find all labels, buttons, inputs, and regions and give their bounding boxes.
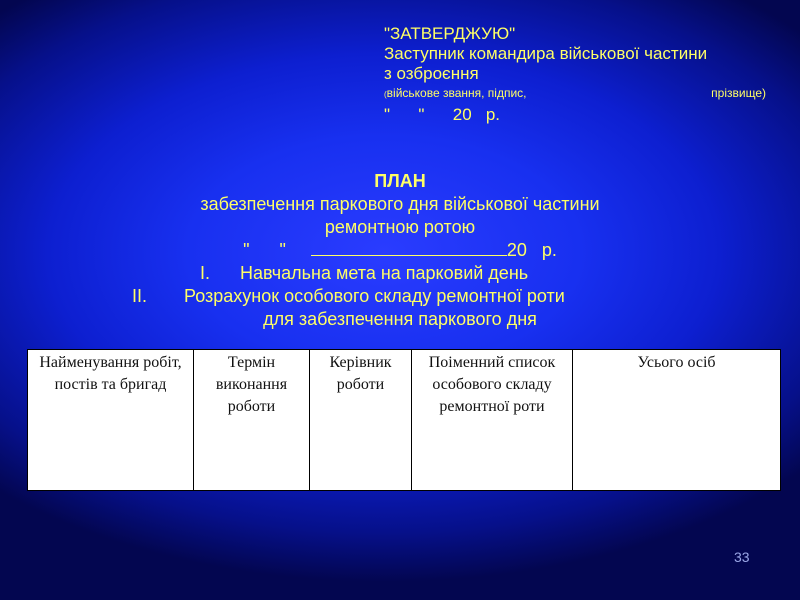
page-number: 33 — [734, 549, 750, 565]
approval-heading: "ЗАТВЕРДЖУЮ" — [384, 24, 516, 43]
header-works-posts-brigades: Найменування робіт, постів та бригад — [28, 350, 194, 491]
signature-rank-sign: військове звання, підпис, — [386, 86, 527, 100]
plan-item-1-text: Навчальна мета на парковий день — [240, 263, 529, 283]
plan-subtitle-line2: ремонтною ротою — [324, 217, 476, 237]
header-personnel-list: Поіменний список особового складу ремонтної роти — [412, 350, 573, 491]
header-execution-term: Термін виконання роботи — [194, 350, 310, 491]
plan-date-blank — [311, 239, 507, 256]
plan-block — [0, 170, 800, 331]
header-work-leader: Керівник роботи — [310, 350, 412, 491]
plan-subtitle-line1: забезпечення паркового дня військової частини — [200, 194, 600, 214]
table-header-row — [28, 350, 781, 491]
personnel-table-container — [27, 349, 781, 491]
header-total-persons: Усього осіб — [573, 350, 781, 491]
plan-date — [0, 239, 800, 262]
approval-position-line1: Заступник командира військової частини — [384, 44, 708, 63]
personnel-table — [27, 349, 781, 491]
plan-item-2 — [0, 285, 800, 308]
approval-date: " " 20 р. — [384, 105, 501, 124]
plan-item-1 — [0, 262, 800, 285]
plan-date-suffix: 20 р. — [506, 240, 557, 260]
plan-title: ПЛАН — [374, 171, 426, 191]
approval-signature-caption — [384, 84, 766, 104]
signature-caption-left — [384, 84, 527, 104]
plan-item-2-text: Розрахунок особового складу ремонтної роти — [184, 286, 565, 306]
plan-date-prefix: " " — [243, 240, 311, 260]
plan-item-2-continuation: для забезпечення паркового дня — [263, 309, 537, 329]
plan-item-1-number: I. — [200, 263, 211, 283]
signature-paren: ( — [384, 90, 387, 99]
approval-block — [384, 24, 774, 126]
approval-position-line2: з озброєння — [384, 64, 479, 83]
plan-item-2-number: II. — [132, 286, 148, 306]
signature-surname: прізвище) — [711, 86, 766, 100]
